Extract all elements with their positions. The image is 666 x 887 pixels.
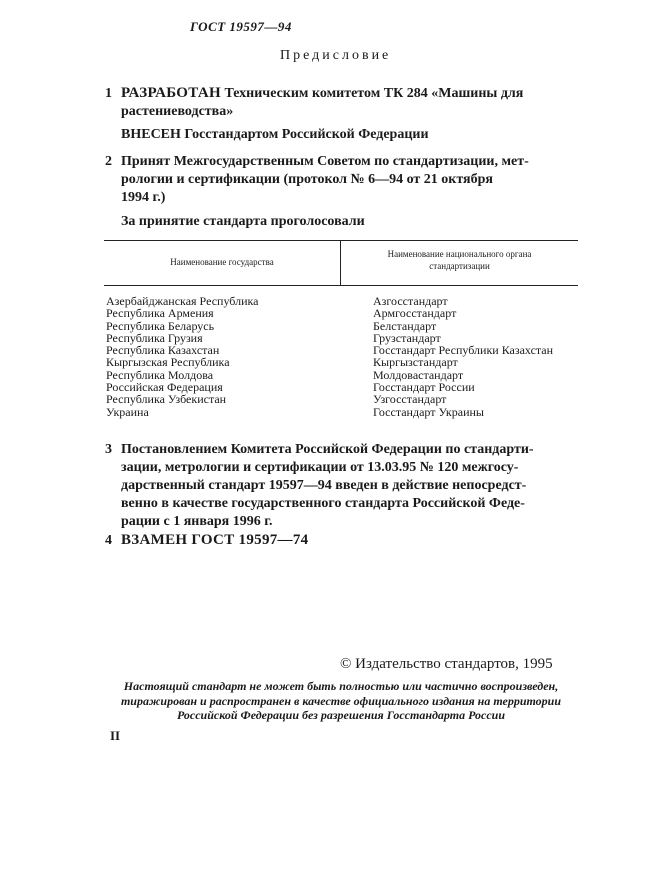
item-3-line3: дарственный стандарт 19597—94 введен в действие непосредст- [121,478,527,493]
notice-line2: тиражирован и распространен в качестве официального издания на территории [120,693,562,708]
table-cell-body: Кыргызстандарт [373,355,458,370]
table-cell-body: Грузстандарт [373,330,441,345]
table-cell-state: Республика Армения [106,306,214,321]
item-1-line2: растениеводства» [121,104,234,119]
item-2-voted [105,213,575,231]
item-4-replaces [105,531,575,550]
table-cell-body: Белстандарт [373,318,437,333]
table-cell-body: Армгосстандарт [373,306,457,321]
table-states-column [106,295,258,418]
table-cell-body: Азгосстандарт [373,294,448,308]
item-1-lead: РАЗРАБОТАН [121,85,221,101]
page-number: II [110,728,121,743]
copyright-line: © Издательство стандартов, 1995 [340,656,553,672]
reproduction-notice [104,679,578,723]
document-code-header: ГОСТ 19597—94 [190,19,292,34]
item-4-number: 4 [105,533,112,548]
table-cell-state: Кыргызская Республика [106,355,230,370]
item-3-line4: венно в качестве государственного стандарта Российской Феде- [121,496,525,511]
item-1-developed [105,84,575,121]
item-3-number: 3 [105,442,112,457]
item-4-text: ВЗАМЕН ГОСТ 19597—74 [121,532,309,548]
table-cell-state: Российская Федерация [106,380,223,395]
notice-line3: Российской Федерации без разрешения Госстандарта России [176,708,506,722]
table-bodies-column [373,295,553,418]
item-1-line1: Техническим комитетом ТК 284 «Машины для [224,86,524,101]
item-2-number: 2 [105,154,112,169]
table-cell-state: Республика Молдова [106,367,214,382]
table-cell-body: Госстандарт России [373,380,475,395]
table-cell-body: Госстандарт Украины [373,404,484,419]
table-header-rule [104,285,578,286]
item-2-voted-text: За принятие стандарта проголосовали [121,214,365,229]
table-cell-state: Азербайджанская Республика [106,294,259,308]
table-cell-state: Республика Грузия [106,330,203,345]
table-cell-state: Республика Казахстан [106,343,220,358]
table-cell-state: Республика Узбекистан [106,392,227,407]
item-2-line2: рологии и сертификации (протокол № 6—94 от 21 октября [121,172,493,187]
foreword-title: Предисловие [280,48,392,63]
item-3-resolution [105,441,575,531]
table-cell-body: Госстандарт Республики Казахстан [373,343,554,358]
item-3-line1: Постановлением Комитета Российской Федерации по стандарти- [121,442,534,457]
voting-table [104,240,578,422]
table-cell-state: Украина [106,404,149,419]
table-header-body [341,248,578,272]
table-cell-state: Республика Беларусь [106,318,215,333]
notice-line1: Настоящий стандарт не может быть полностью или частично воспроизведен, [123,679,559,693]
table-cell-body: Молдовастандарт [373,367,464,382]
table-cell-body: Узгосстандарт [373,392,447,407]
item-2-line1: Принят Межгосударственным Советом по стандартизации, мет- [121,154,529,169]
table-top-rule [104,240,578,241]
item-3-line5: рации с 1 января 1996 г. [121,514,273,529]
item-2-line3: 1994 г.) [121,190,166,205]
item-1-submitted [105,126,575,144]
table-header-state: Наименование государства [170,257,274,267]
item-1-submitted-text: ВНЕСЕН Госстандартом Российской Федерации [121,127,429,142]
item-1-number: 1 [105,86,112,101]
table-header-body-line1: Наименование национального органа [387,249,532,259]
table-header-body-line2: стандартизации [429,261,490,271]
item-2-adopted [105,153,575,207]
item-3-line2: зации, метрологии и сертификации от 13.03.95 № 120 межгосу- [121,460,519,475]
